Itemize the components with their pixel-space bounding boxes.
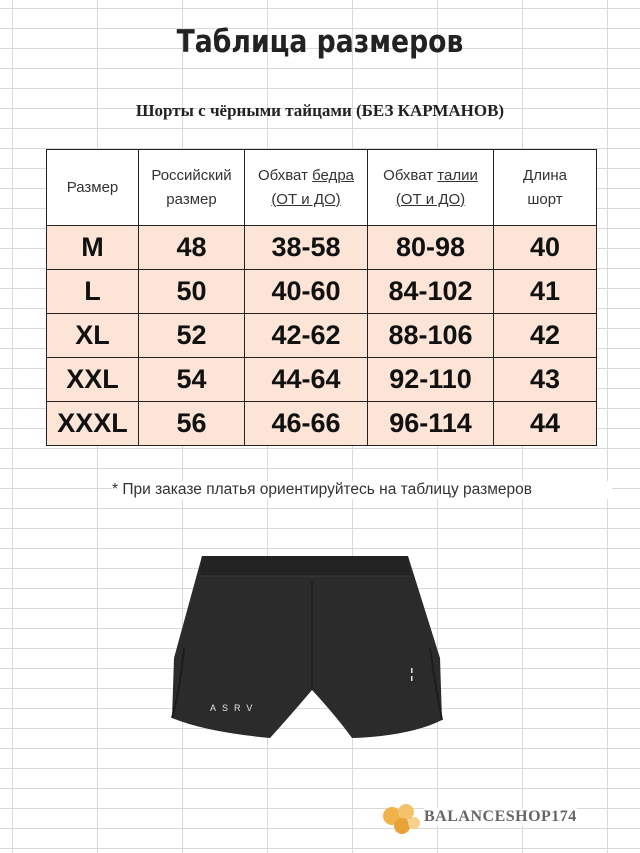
cell-russian-size: 48 bbox=[139, 226, 245, 270]
cell-size: M bbox=[47, 226, 139, 270]
cell-hip: 40-60 bbox=[245, 270, 368, 314]
cell-size: XXL bbox=[47, 358, 139, 402]
table-row bbox=[47, 314, 597, 358]
table-row bbox=[47, 226, 597, 270]
cell-waist: 88-106 bbox=[368, 314, 494, 358]
table-header-row bbox=[47, 150, 597, 226]
table-row bbox=[47, 358, 597, 402]
cell-russian-size: 50 bbox=[139, 270, 245, 314]
size-note: * При заказе платья ориентируйтесь на таблицу размеров bbox=[112, 481, 612, 499]
cell-length: 43 bbox=[494, 358, 597, 402]
table-row bbox=[47, 270, 597, 314]
cell-size: XL bbox=[47, 314, 139, 358]
shop-logo-text: BALANCESHOP174 bbox=[424, 808, 577, 825]
shorts-product-image bbox=[140, 540, 480, 760]
cell-waist: 96-114 bbox=[368, 402, 494, 446]
cell-waist: 84-102 bbox=[368, 270, 494, 314]
cell-hip: 44-64 bbox=[245, 358, 368, 402]
cell-size: XXXL bbox=[47, 402, 139, 446]
cell-russian-size: 52 bbox=[139, 314, 245, 358]
cell-size: L bbox=[47, 270, 139, 314]
cell-waist: 80-98 bbox=[368, 226, 494, 270]
shorts-print-label: ASRV bbox=[210, 703, 259, 713]
cell-length: 44 bbox=[494, 402, 597, 446]
cell-length: 42 bbox=[494, 314, 597, 358]
cell-length: 41 bbox=[494, 270, 597, 314]
cell-hip: 46-66 bbox=[245, 402, 368, 446]
header-length: Длина шорт bbox=[494, 150, 597, 226]
header-waist: Обхват талии (ОТ и ДО) bbox=[368, 150, 494, 226]
size-table bbox=[46, 149, 597, 446]
cell-length: 40 bbox=[494, 226, 597, 270]
product-subtitle: Шорты с чёрными тайцами (БЕЗ КАРМАНОВ) bbox=[135, 101, 505, 120]
table-row bbox=[47, 402, 597, 446]
cell-hip: 42-62 bbox=[245, 314, 368, 358]
cell-hip: 38-58 bbox=[245, 226, 368, 270]
header-russian-size: Российский размер bbox=[139, 150, 245, 226]
header-size: Размер bbox=[47, 150, 139, 226]
header-hip: Обхват бедра (ОТ и ДО) bbox=[245, 150, 368, 226]
cell-russian-size: 54 bbox=[139, 358, 245, 402]
cell-waist: 92-110 bbox=[368, 358, 494, 402]
cell-russian-size: 56 bbox=[139, 402, 245, 446]
page-title: Таблица размеров bbox=[176, 24, 464, 60]
